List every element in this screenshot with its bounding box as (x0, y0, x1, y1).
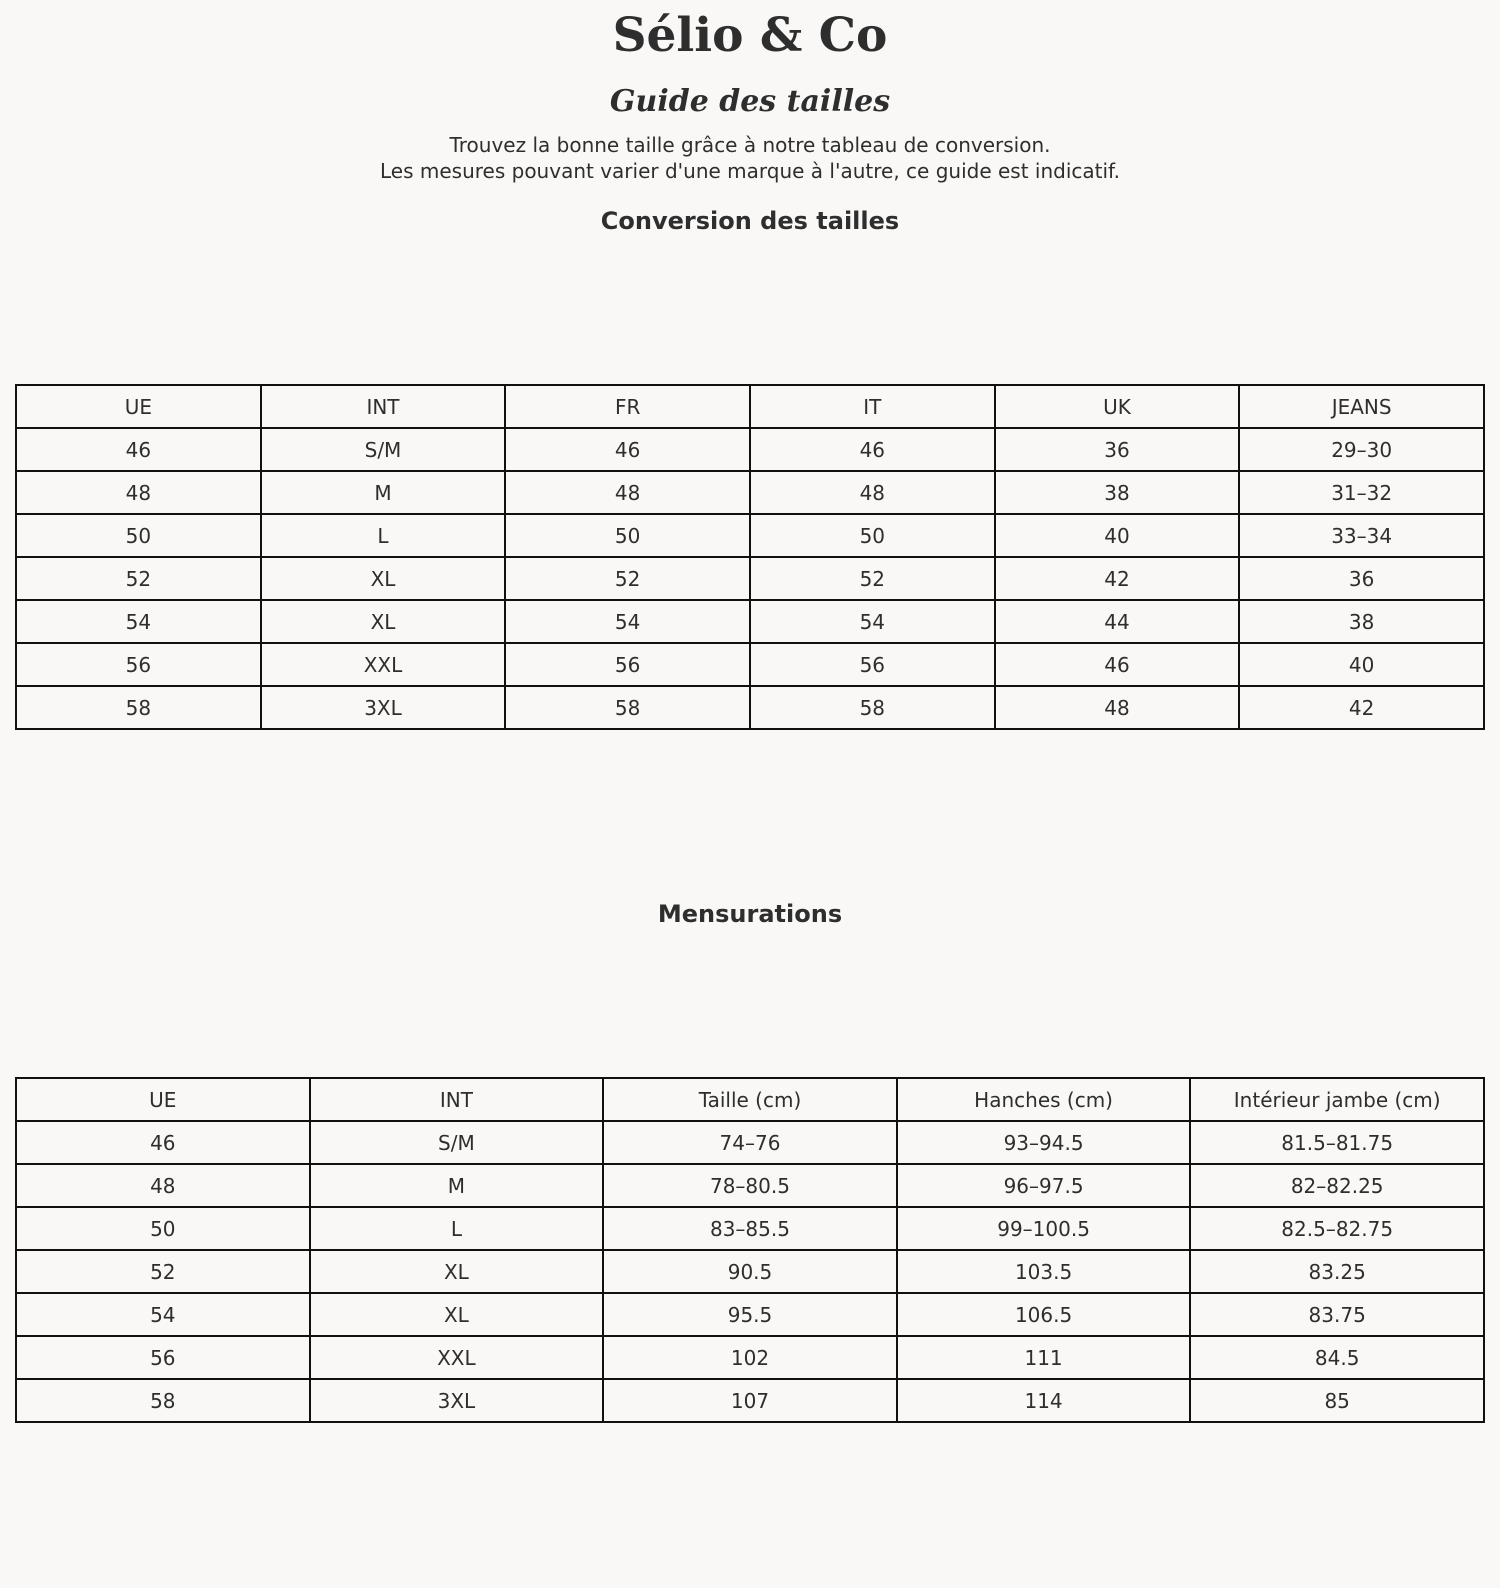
table-cell: 78–80.5 (603, 1164, 897, 1207)
table-row (16, 1379, 1484, 1422)
table-cell: 40 (1239, 643, 1484, 686)
table-cell: 58 (505, 686, 750, 729)
table-cell: 33–34 (1239, 514, 1484, 557)
table-cell: 3XL (310, 1379, 604, 1422)
table-cell: XL (310, 1250, 604, 1293)
table-cell: 50 (505, 514, 750, 557)
table-cell: 83.75 (1190, 1293, 1484, 1336)
table-cell: 46 (16, 1121, 310, 1164)
conversion-section-title: Conversion des tailles (600, 207, 900, 235)
table-cell: 56 (16, 643, 261, 686)
intro-text (0, 132, 1500, 184)
column-header: Hanches (cm) (897, 1078, 1191, 1121)
table-row (16, 1293, 1484, 1336)
intro-line: Trouvez la bonne taille grâce à notre tableau de conversion. (449, 133, 1051, 157)
table-cell: 93–94.5 (897, 1121, 1191, 1164)
table-cell: 114 (897, 1379, 1191, 1422)
table-cell: 95.5 (603, 1293, 897, 1336)
table-cell: 48 (750, 471, 995, 514)
table-cell: 52 (16, 1250, 310, 1293)
table-row (16, 514, 1484, 557)
table-cell: S/M (310, 1121, 604, 1164)
table-cell: M (261, 471, 506, 514)
table-cell: 48 (16, 471, 261, 514)
table-cell: 83.25 (1190, 1250, 1484, 1293)
table-cell: 54 (750, 600, 995, 643)
table-cell: XL (261, 600, 506, 643)
table-cell: 54 (16, 1293, 310, 1336)
table-cell: 99–100.5 (897, 1207, 1191, 1250)
table-cell: 81.5–81.75 (1190, 1121, 1484, 1164)
table-cell: XL (261, 557, 506, 600)
table-cell: 42 (1239, 686, 1484, 729)
table-cell: 82–82.25 (1190, 1164, 1484, 1207)
table-cell: 58 (16, 686, 261, 729)
table-cell: 36 (1239, 557, 1484, 600)
table-row (16, 686, 1484, 729)
column-header: JEANS (1239, 385, 1484, 428)
table-row (16, 1164, 1484, 1207)
table-cell: 3XL (261, 686, 506, 729)
table-cell: 52 (505, 557, 750, 600)
table-cell: 29–30 (1239, 428, 1484, 471)
table-cell: 82.5–82.75 (1190, 1207, 1484, 1250)
table-cell: 84.5 (1190, 1336, 1484, 1379)
table-cell: 48 (16, 1164, 310, 1207)
column-header: INT (310, 1078, 604, 1121)
table-cell: 42 (995, 557, 1240, 600)
intro-line: Les mesures pouvant varier d'une marque à l'autre, ce guide est indicatif. (380, 159, 1120, 183)
table-cell: 50 (16, 1207, 310, 1250)
table-cell: 54 (16, 600, 261, 643)
table-cell: 96–97.5 (897, 1164, 1191, 1207)
table-row (16, 600, 1484, 643)
table-cell: 102 (603, 1336, 897, 1379)
table-row (16, 1250, 1484, 1293)
conversion-table (15, 384, 1485, 730)
table-cell: 56 (750, 643, 995, 686)
table-cell: 38 (995, 471, 1240, 514)
table-cell: 40 (995, 514, 1240, 557)
table-row (16, 471, 1484, 514)
table-row (16, 1207, 1484, 1250)
table-cell: S/M (261, 428, 506, 471)
table-cell: 50 (16, 514, 261, 557)
page-subtitle: Guide des tailles (609, 84, 891, 119)
table-cell: 54 (505, 600, 750, 643)
table-cell: 83–85.5 (603, 1207, 897, 1250)
table-cell: 52 (16, 557, 261, 600)
table-cell: 90.5 (603, 1250, 897, 1293)
column-header: IT (750, 385, 995, 428)
table-header-row (16, 1078, 1484, 1121)
table-cell: 38 (1239, 600, 1484, 643)
table-cell: M (310, 1164, 604, 1207)
table-cell: 46 (995, 643, 1240, 686)
brand-title: Sélio & Co (612, 8, 888, 63)
table-cell: 107 (603, 1379, 897, 1422)
table-cell: 85 (1190, 1379, 1484, 1422)
table-cell: 106.5 (897, 1293, 1191, 1336)
column-header: Intérieur jambe (cm) (1190, 1078, 1484, 1121)
table-cell: 58 (16, 1379, 310, 1422)
table-cell: 52 (750, 557, 995, 600)
column-header: UK (995, 385, 1240, 428)
table-row (16, 428, 1484, 471)
column-header: UE (16, 385, 261, 428)
table-cell: L (310, 1207, 604, 1250)
column-header: Taille (cm) (603, 1078, 897, 1121)
table-cell: XXL (261, 643, 506, 686)
table-cell: 46 (505, 428, 750, 471)
table-cell: 31–32 (1239, 471, 1484, 514)
table-cell: 48 (505, 471, 750, 514)
table-row (16, 1336, 1484, 1379)
table-cell: 58 (750, 686, 995, 729)
table-cell: 50 (750, 514, 995, 557)
measurements-section-title: Mensurations (657, 900, 843, 928)
table-cell: 103.5 (897, 1250, 1191, 1293)
measurements-table (15, 1077, 1485, 1423)
table-row (16, 1121, 1484, 1164)
table-cell: XL (310, 1293, 604, 1336)
column-header: UE (16, 1078, 310, 1121)
table-cell: 74–76 (603, 1121, 897, 1164)
table-cell: XXL (310, 1336, 604, 1379)
table-cell: 48 (995, 686, 1240, 729)
table-row (16, 643, 1484, 686)
table-row (16, 557, 1484, 600)
table-cell: L (261, 514, 506, 557)
table-cell: 46 (16, 428, 261, 471)
column-header: FR (505, 385, 750, 428)
table-cell: 36 (995, 428, 1240, 471)
table-cell: 111 (897, 1336, 1191, 1379)
column-header: INT (261, 385, 506, 428)
table-cell: 56 (16, 1336, 310, 1379)
table-header-row (16, 385, 1484, 428)
table-cell: 44 (995, 600, 1240, 643)
table-cell: 46 (750, 428, 995, 471)
table-cell: 56 (505, 643, 750, 686)
